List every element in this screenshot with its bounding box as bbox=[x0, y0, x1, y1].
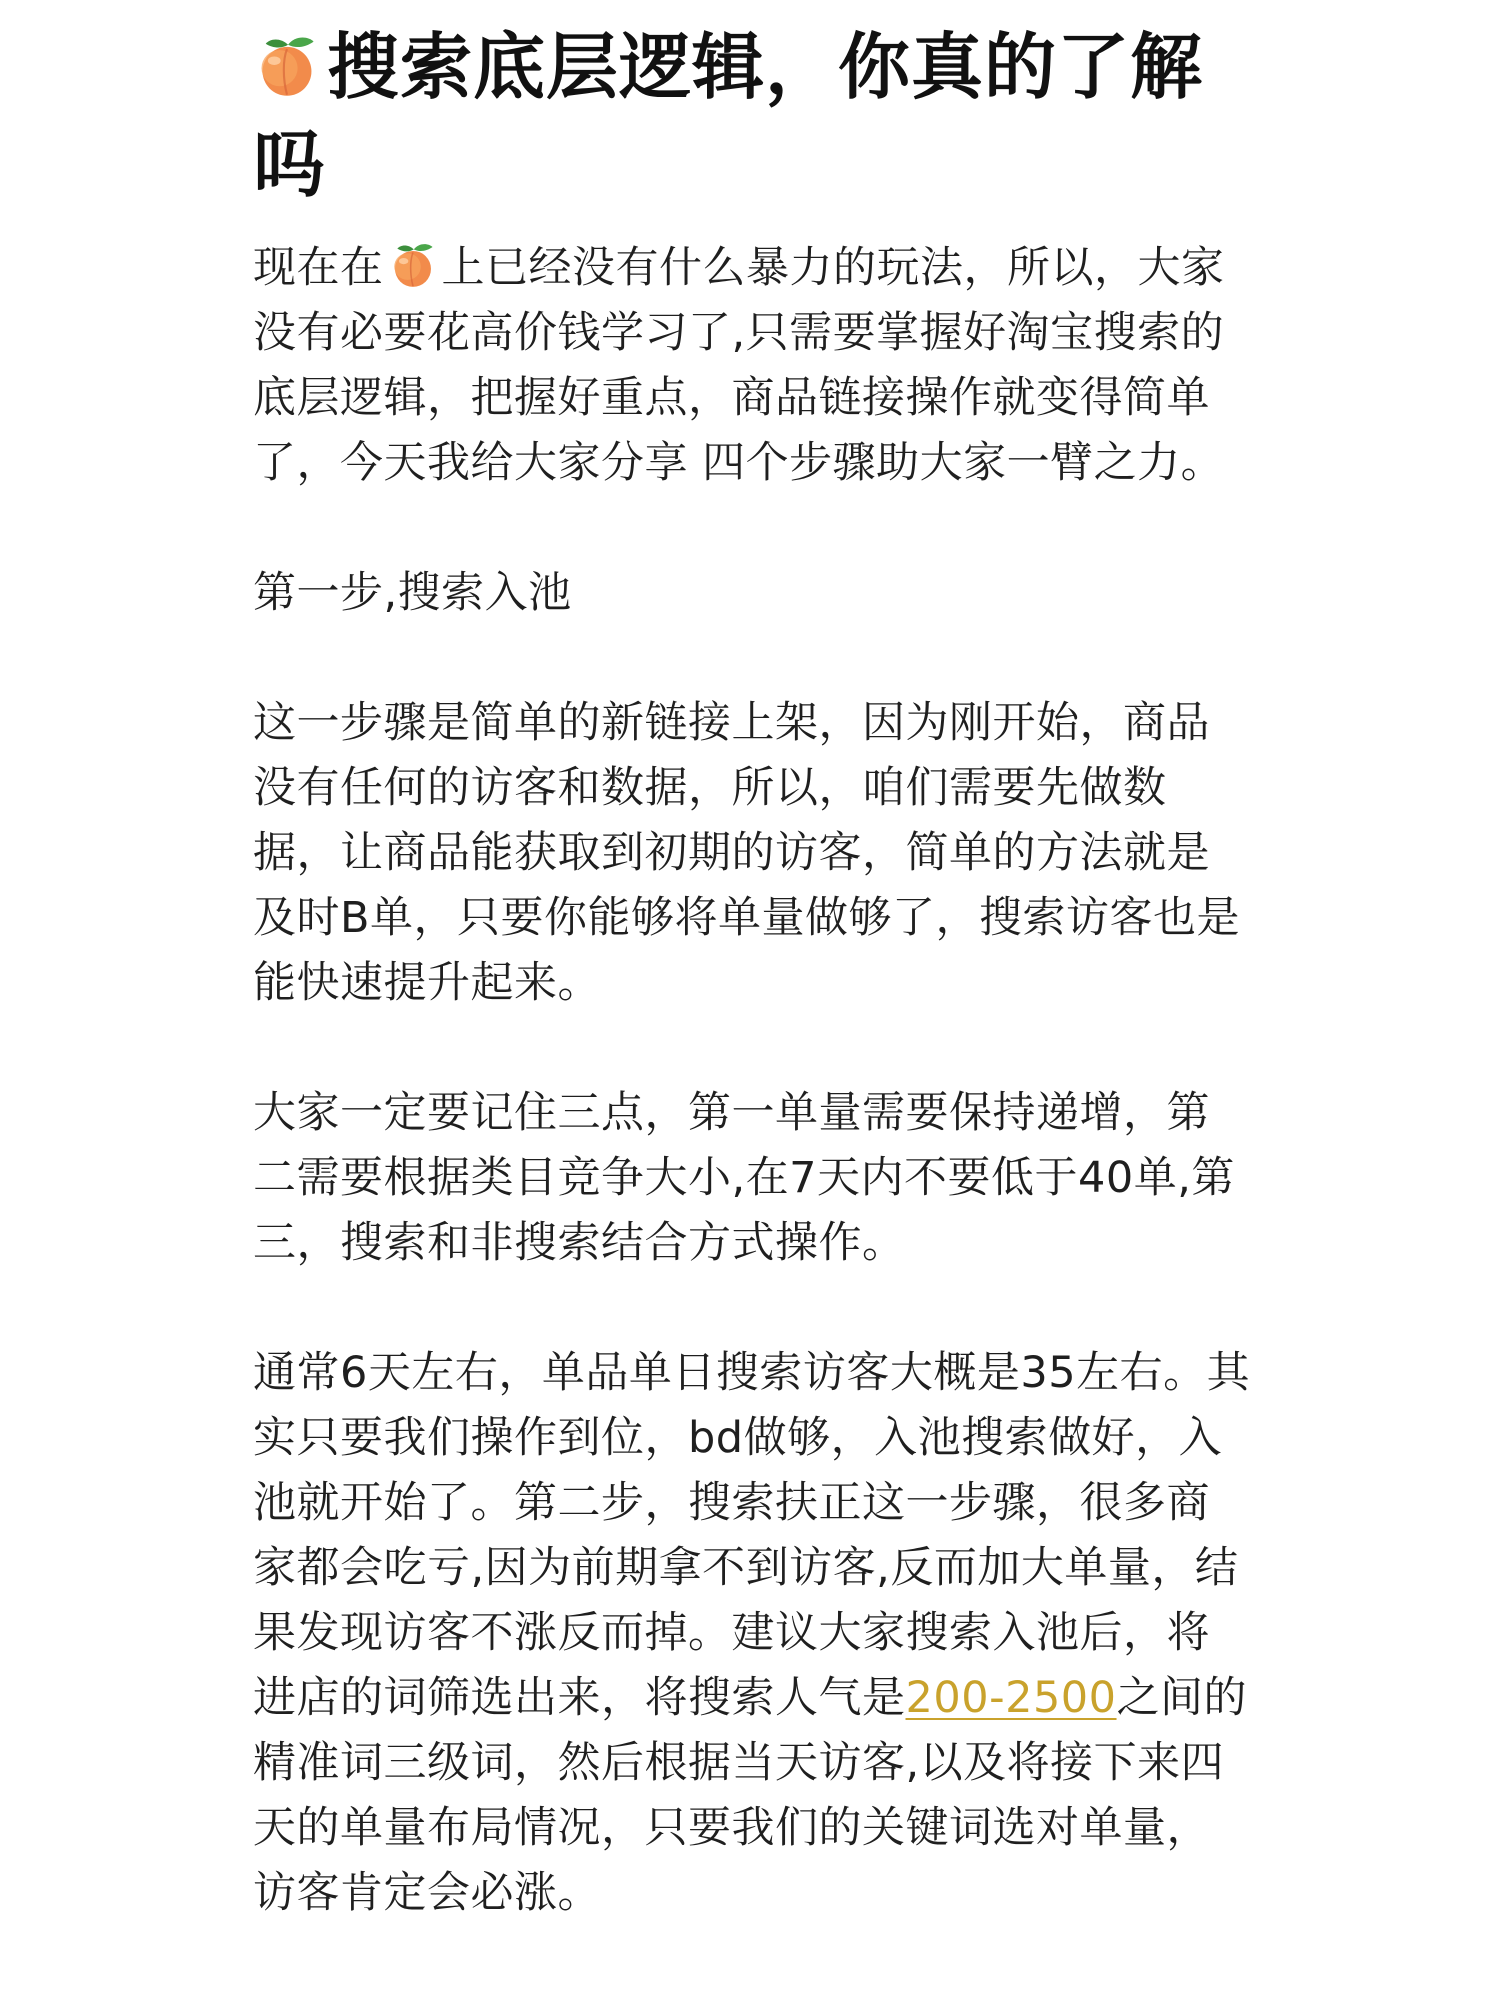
final-text-after: 之间的精准词三级词，然后根据当天访客,以及将接下来四天的单量布局情况，只要我们的关键词选对单量，访客肯定会必涨。 bbox=[253, 1673, 1248, 1918]
intro-text-before: 现在在 bbox=[253, 243, 384, 293]
final-text-before: 通常6天左右，单品单日搜索访客大概是35左右。其实只要我们操作到位，bd做够，入池搜索做好，入池就开始了。第二步，搜索扶正这一步骤，很多商家都会吃亏,因为前期拿不到访客,反而加大单量，结果发现访客不涨反而掉。建议大家搜索入池后，将进店的词筛选出来，将搜索人气是 bbox=[253, 1348, 1251, 1723]
range-highlight-link[interactable]: 200-2500 bbox=[905, 1673, 1117, 1723]
paragraph-spacer bbox=[253, 1276, 1253, 1341]
peach-emoji-icon bbox=[388, 240, 438, 290]
paragraph-spacer bbox=[253, 1016, 1253, 1081]
peach-emoji-icon bbox=[253, 32, 321, 100]
step1-heading: 第一步,搜索入池 bbox=[253, 568, 572, 618]
step1-body-paragraph: 这一步骤是简单的新链接上架，因为刚开始，商品没有任何的访客和数据，所以，咱们需要先做数据，让商品能获取到初期的访客，简单的方法就是及时B单，只要你能够将单量做够了，搜索访客也是能快速提升起来。 bbox=[253, 698, 1240, 1008]
paragraph-spacer bbox=[253, 496, 1253, 561]
final-paragraph bbox=[253, 1341, 1253, 1926]
paragraph-spacer bbox=[253, 626, 1253, 691]
remember-paragraph: 大家一定要记住三点，第一单量需要保持递增，第二需要根据类目竞争大小,在7天内不要低于40单,第三，搜索和非搜索结合方式操作。 bbox=[253, 1088, 1235, 1268]
article-title bbox=[253, 18, 1253, 214]
article bbox=[253, 18, 1253, 1926]
intro-paragraph bbox=[253, 236, 1253, 496]
intro-text-after: 上已经没有什么暴力的玩法，所以，大家没有必要花高价钱学习了,只需要掌握好淘宝搜索的底层逻辑，把握好重点，商品链接操作就变得简单了，今天我给大家分享 四个步骤助大家一臂之力。 bbox=[253, 243, 1225, 488]
article-body bbox=[253, 236, 1253, 1926]
article-title-text: 搜索底层逻辑，你真的了解吗 bbox=[253, 25, 1204, 207]
